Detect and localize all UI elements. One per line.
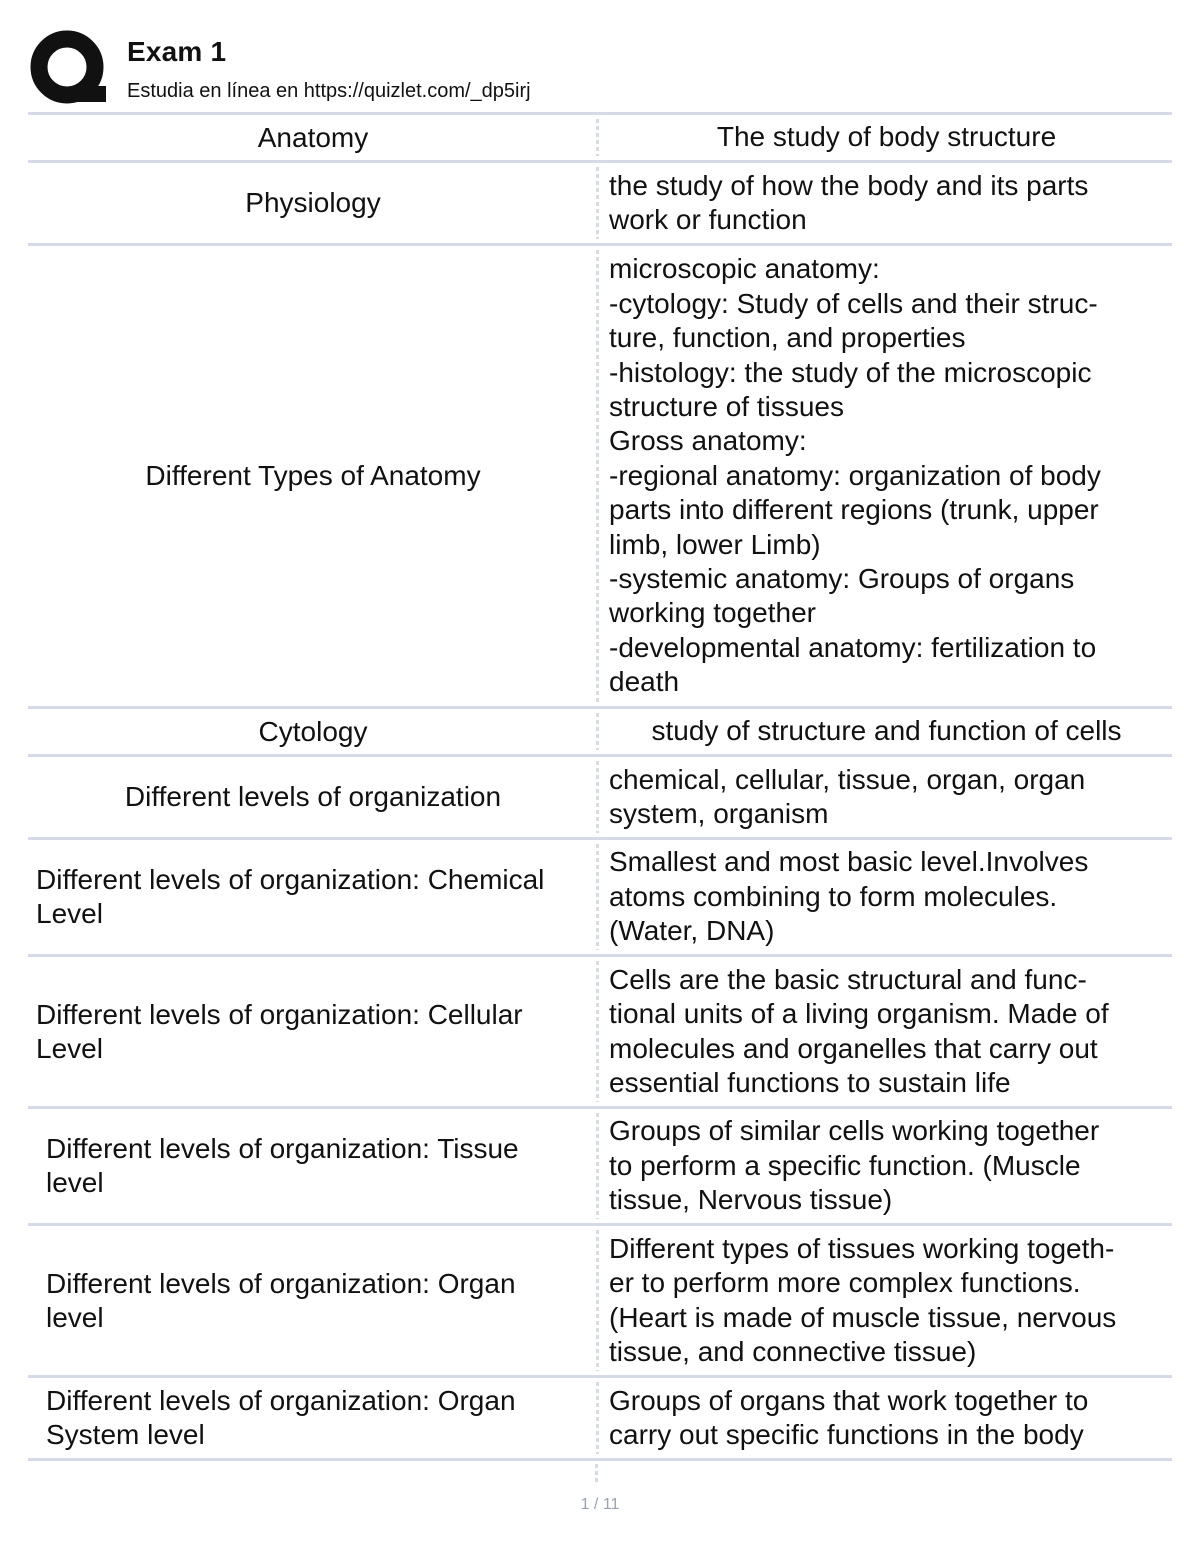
table-row [28,757,1172,840]
table-row [28,709,1172,757]
table-row [28,163,1172,246]
definition-cell: Smallest and most basic level.Involves atoms combining to form molecules. (Water, DNA) [609,846,1089,947]
definition-cell: the study of how the body and its parts work or function [609,169,1089,235]
table-row [28,246,1172,709]
term-cell: Different levels of organization: Cellular Level [36,998,523,1064]
term-cell: Physiology [245,187,381,218]
term-cell: Different levels of organization: Chemical Level [36,864,545,929]
definition-cell: Groups of similar cells working together to perform a specific function. (Muscle tissue, Nervous tissue) [609,1115,1100,1216]
term-cell: Different levels of organization: Organ level [46,1267,516,1333]
term-cell: Different levels of organization [124,781,502,812]
definition-cell: Different types of tissues working togeth- er to perform more complex functions. (Heart is made of muscle tissue, nervous tissue, and connective tissue) [609,1232,1117,1367]
term-cell: Cytology [258,715,368,747]
term-cell: Different levels of organization: Organ System level [46,1385,516,1450]
document-header [30,30,1180,110]
term-cell: Anatomy [257,121,369,153]
definition-cell: microscopic anatomy: -cytology: Study of cells and their struc- ture, function, and properties -histology: the study of the microscopic structure of tissues Gross anatomy: -regional anatomy: organization of body parts into different regions (trunk, upper limb, lower Limb) -systemic anatomy: Groups of organs working together -developmental anatomy: fertilization to death [609,253,1101,698]
definition-cell: Groups of organs that work together to carry out specific functions in the body [609,1384,1089,1450]
table-row [28,115,1172,163]
definition-cell: Cells are the basic structural and func- tional units of a living organism. Made of molecules and organelles that carry out essential functions to sustain life [609,963,1109,1098]
term-cell: Different levels of organization: Tissue level [46,1133,519,1198]
definition-cell: study of structure and function of cells [651,715,1122,747]
table-row [28,957,1172,1109]
table-row [28,840,1172,957]
term-cell: Different Types of Anatomy [145,460,481,491]
table-row [28,1378,1172,1461]
flashcard-table [28,112,1172,1461]
table-row [28,1109,1172,1226]
study-online-link[interactable]: Estudia en línea en https://quizlet.com/_dp5irj [127,80,531,102]
definition-cell: The study of body structure [716,121,1057,153]
column-divider [595,1464,598,1484]
definition-cell: chemical, cellular, tissue, organ, organ system, organism [609,763,1086,829]
page-number: 1 / 11 [580,1496,620,1513]
quizlet-q-logo-icon [30,30,108,108]
document-title: Exam 1 [127,36,227,67]
table-row [28,1226,1172,1378]
